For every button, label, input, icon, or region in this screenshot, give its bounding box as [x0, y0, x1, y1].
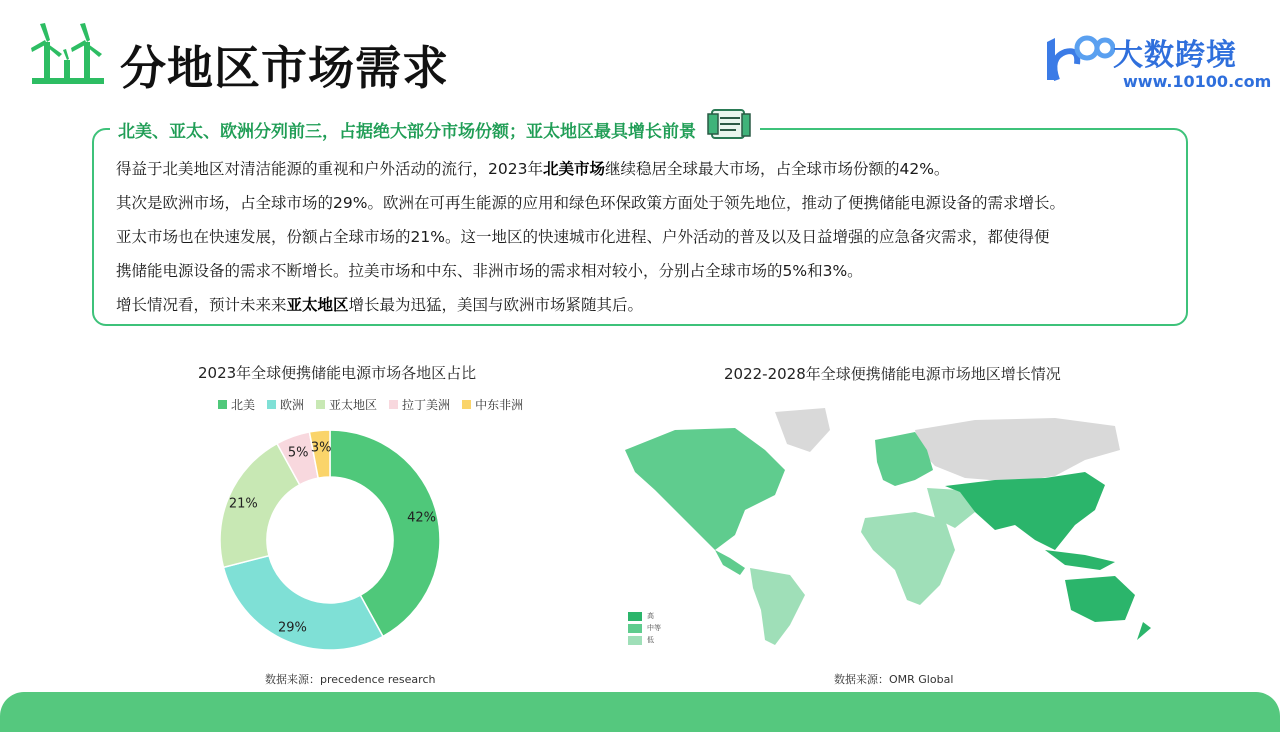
summary-line-2: 其次是欧洲市场，占全球市场的29%。欧洲在可再生能源的应用和绿色环保政策方面处于领先地位，推动了便携储能电源设备的需求增长。: [116, 194, 1065, 212]
presentation-board-icon: [706, 104, 752, 144]
donut-data-label: 3%: [310, 440, 332, 456]
brand-url: www.10100.com: [1123, 72, 1272, 91]
map-region-southeast-asia: [1045, 550, 1115, 570]
map-legend-swatch: [628, 624, 642, 633]
page-title: 分地区市场需求: [120, 41, 449, 95]
brand-100-icon: [1035, 28, 1115, 90]
legend-item: 拉丁美洲: [389, 396, 450, 413]
brand-name: 大数跨境: [1113, 38, 1237, 73]
map-region-new-zealand: [1137, 622, 1151, 640]
legend-item: 北美: [218, 396, 255, 413]
wind-turbine-logo-icon: [30, 22, 106, 92]
summary-line-4: 携储能电源设备的需求不断增长。拉美市场和中东、非洲市场的需求相对较小，分别占全球市场的5%和3%。: [116, 262, 863, 280]
map-region-africa: [861, 512, 955, 605]
summary-body: [116, 152, 1176, 322]
legend-swatch: [218, 400, 227, 409]
legend-swatch: [267, 400, 276, 409]
left-source-note: 数据来源：precedence research: [265, 673, 436, 686]
summary-line-1: 得益于北美地区对清洁能源的重视和户外活动的流行，2023年北美市场继续稳居全球最大市场，占全球市场份额的42%。: [116, 160, 950, 178]
legend-swatch: [389, 400, 398, 409]
legend-item: 亚太地区: [316, 396, 377, 413]
map-region-australia: [1065, 576, 1135, 622]
map-legend-swatch: [628, 636, 642, 645]
summary-line-5: 增长情况看，预计未来来亚太地区增长最为迅猛，美国与欧洲市场紧随其后。: [116, 296, 644, 314]
world-map: [615, 400, 1175, 650]
summary-headline-text: 北美、亚太、欧洲分列前三，占据绝大部分市场份额；亚太地区最具增长前景: [118, 121, 696, 142]
map-region-russia: [915, 418, 1120, 482]
brand-logo: [1035, 28, 1272, 98]
donut-chart: [210, 420, 450, 660]
map-legend-swatch: [628, 612, 642, 621]
map-legend-item: 中等: [628, 622, 661, 634]
donut-data-label: 29%: [278, 620, 307, 636]
map-legend-item: 高: [628, 610, 661, 622]
right-source-note: 数据来源：OMR Global: [834, 673, 954, 686]
map-title: 2022-2028年全球便携储能电源市场地区增长情况: [724, 365, 1061, 383]
donut-legend: [218, 396, 523, 413]
donut-chart-title: 2023年全球便携储能电源市场各地区占比: [198, 364, 477, 382]
map-region-north-america: [625, 428, 785, 550]
legend-swatch: [316, 400, 325, 409]
summary-headline: [110, 116, 760, 142]
donut-data-label: 21%: [228, 496, 258, 512]
map-legend-item: 低: [628, 634, 661, 646]
legend-swatch: [462, 400, 471, 409]
donut-data-label: 42%: [407, 510, 436, 526]
donut-slice: [223, 556, 383, 650]
legend-item: 欧洲: [267, 396, 304, 413]
map-region-greenland: [775, 408, 830, 452]
footer-band: [0, 692, 1280, 732]
map-region-central-america: [715, 550, 745, 575]
summary-line-3: 亚太市场也在快速发展，份额占全球市场的21%。这一地区的快速城市化进程、户外活动的普及以及日益增强的应急备灾需求，都使得便: [116, 228, 1050, 246]
map-legend: [628, 610, 661, 646]
legend-item: 中东非洲: [462, 396, 523, 413]
donut-data-label: 5%: [287, 445, 309, 461]
map-region-south-america: [750, 568, 805, 645]
